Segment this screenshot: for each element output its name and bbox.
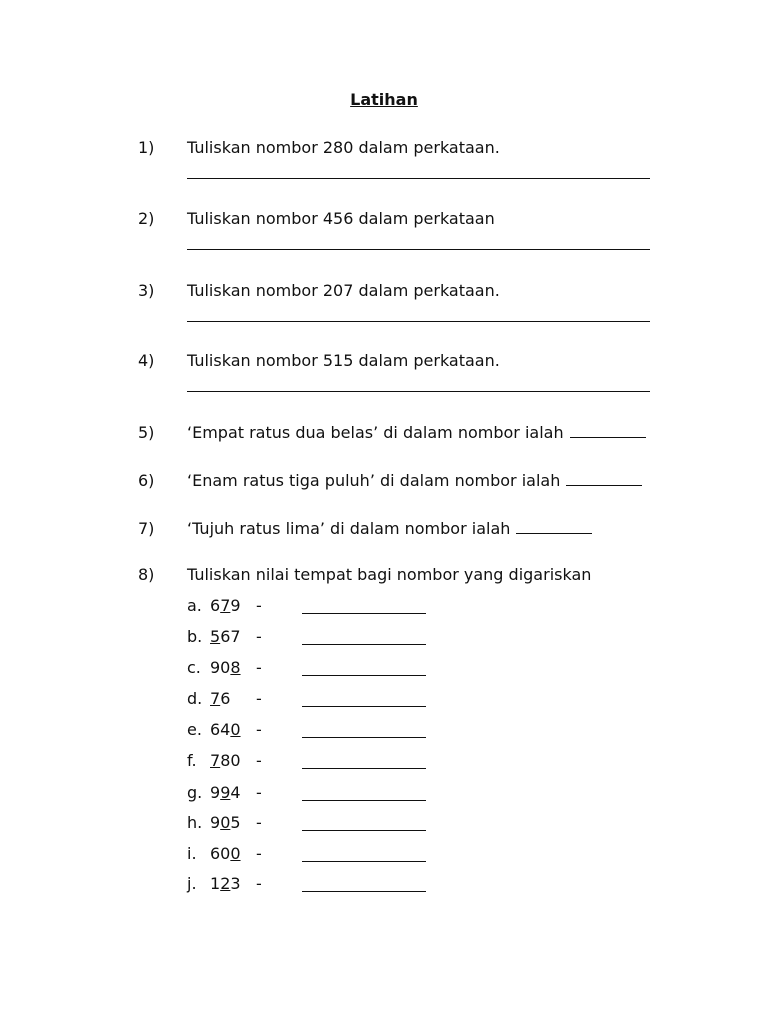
place-value-item [187,844,487,866]
item-letter: j. [187,874,197,893]
answer-line[interactable] [302,613,426,614]
question-text: Tuliskan nilai tempat bagi nombor yang digariskan [187,565,592,584]
item-number: 76 [210,689,231,708]
answer-line[interactable] [187,178,650,179]
place-value-item [187,658,487,680]
item-letter: c. [187,658,201,677]
question-text: ‘Empat ratus dua belas’ di dalam nombor ialah [187,423,564,442]
dash: - [256,596,262,615]
answer-line[interactable] [302,737,426,738]
place-value-item [187,874,487,896]
question-number: 6) [138,471,155,490]
underlined-digit: 7 [220,596,231,615]
question-number: 7) [138,519,155,538]
item-letter: f. [187,751,197,770]
underlined-digit: 2 [220,874,231,893]
place-value-item [187,720,487,742]
item-letter: g. [187,783,203,802]
underlined-digit: 8 [230,658,241,677]
question-text: ‘Enam ratus tiga puluh’ di dalam nombor ialah [187,471,561,490]
answer-line[interactable] [302,644,426,645]
dash: - [256,751,262,770]
page-title: Latihan [350,90,418,109]
question-number: 3) [138,281,155,300]
item-number: 123 [210,874,241,893]
underlined-digit: 0 [220,813,231,832]
dash: - [256,720,262,739]
question-text: Tuliskan nombor 207 dalam perkataan. [187,281,500,300]
item-letter: b. [187,627,203,646]
answer-line[interactable] [302,768,426,769]
item-letter: h. [187,813,203,832]
answer-line[interactable] [187,249,650,250]
item-number: 679 [210,596,241,615]
question-text-row [187,471,642,490]
question-text-row [187,423,646,442]
question-text: Tuliskan nombor 280 dalam perkataan. [187,138,500,157]
item-number: 905 [210,813,241,832]
underlined-digit: 0 [230,720,241,739]
item-number: 908 [210,658,241,677]
answer-blank[interactable] [516,519,592,534]
place-value-item [187,596,487,618]
place-value-item [187,813,487,835]
question-text: Tuliskan nombor 456 dalam perkataan [187,209,495,228]
dash: - [256,658,262,677]
question-number: 8) [138,565,155,584]
question-number: 1) [138,138,155,157]
question-number: 2) [138,209,155,228]
answer-line[interactable] [302,800,426,801]
dash: - [256,627,262,646]
question-number: 5) [138,423,155,442]
item-number: 994 [210,783,241,802]
answer-line[interactable] [302,891,426,892]
place-value-item [187,751,487,773]
item-number: 567 [210,627,241,646]
item-letter: e. [187,720,202,739]
answer-line[interactable] [302,861,426,862]
answer-line[interactable] [187,321,650,322]
answer-blank[interactable] [566,471,642,486]
answer-line[interactable] [302,706,426,707]
answer-line[interactable] [302,830,426,831]
underlined-digit: 9 [220,783,231,802]
place-value-item [187,689,487,711]
question-text: ‘Tujuh ratus lima’ di dalam nombor ialah [187,519,511,538]
answer-line[interactable] [187,391,650,392]
item-letter: d. [187,689,203,708]
item-number: 640 [210,720,241,739]
item-number: 780 [210,751,241,770]
question-text-row [187,519,592,538]
place-value-item [187,627,487,649]
question-number: 4) [138,351,155,370]
item-letter: i. [187,844,197,863]
underlined-digit: 0 [230,844,241,863]
dash: - [256,813,262,832]
underlined-digit: 7 [210,751,221,770]
place-value-item [187,783,487,805]
underlined-digit: 5 [210,627,221,646]
dash: - [256,874,262,893]
item-letter: a. [187,596,202,615]
item-number: 600 [210,844,241,863]
dash: - [256,689,262,708]
answer-blank[interactable] [570,423,646,438]
underlined-digit: 7 [210,689,221,708]
answer-line[interactable] [302,675,426,676]
dash: - [256,783,262,802]
question-text: Tuliskan nombor 515 dalam perkataan. [187,351,500,370]
dash: - [256,844,262,863]
